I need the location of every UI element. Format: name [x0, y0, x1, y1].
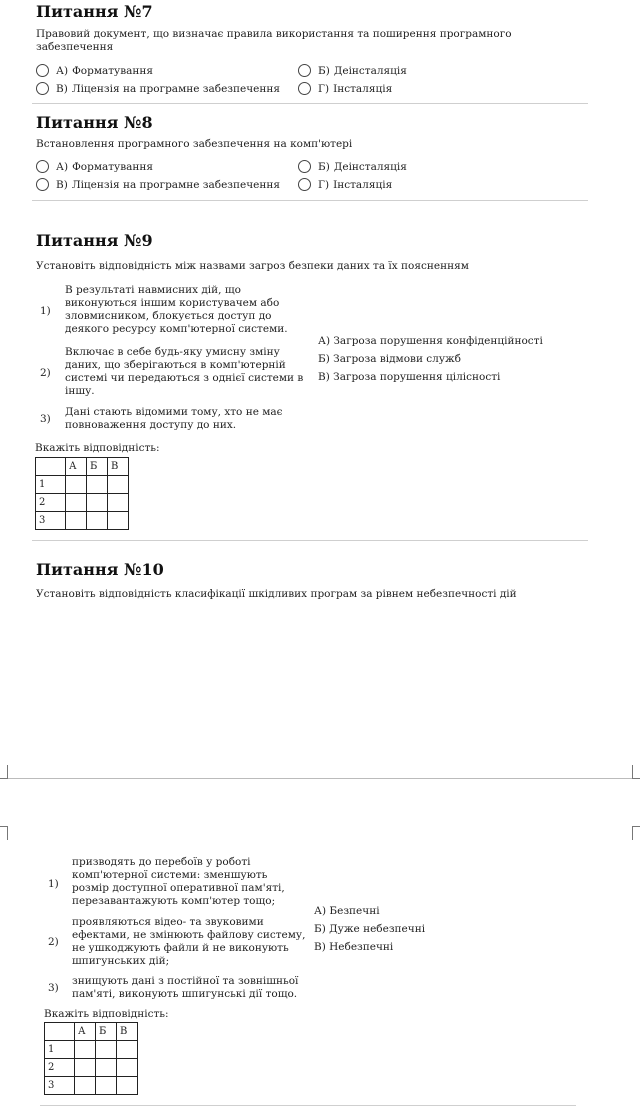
q7-option-a[interactable]: А) Форматування [36, 64, 153, 77]
grid-cell[interactable] [108, 494, 129, 512]
grid-cell[interactable] [108, 512, 129, 530]
q8-option-c[interactable]: В) Ліцензія на програмне забезпечення [36, 178, 280, 191]
radio-icon[interactable] [298, 64, 311, 77]
q10-left-item-2: проявляються відео- та звуковими ефектами, не змінюють файлову систему, не ушкоджують файли й не виконують шпигунських дій; [72, 916, 306, 967]
page-corner-mark [632, 826, 640, 840]
question-9-title: Питання №9 [36, 231, 153, 250]
radio-icon[interactable] [36, 64, 49, 77]
q9-answer-label: Вкажіть відповідність: [35, 442, 160, 454]
q10-left-item-1: призводять до перебоїв у роботі комп'ютерної системи: зменшують розмір доступної оперативної пам'яті, перезавантажують комп'ютер тощо; [72, 856, 285, 907]
q7-option-b[interactable]: Б) Деінсталяція [298, 64, 407, 77]
grid-row-header: 1 [36, 476, 66, 494]
q10-answer-label: Вкажіть відповідність: [44, 1008, 169, 1020]
q9-left-item-1: В результаті навмисних дій, що виконуються іншим користувачем або зловмисником, блокується доступ до деякого ресурсу комп'ютерної системи. [65, 284, 288, 335]
grid-cell[interactable] [117, 1059, 138, 1077]
q10-right-item-c: В) Небезпечні [314, 941, 394, 953]
radio-icon[interactable] [36, 82, 49, 95]
grid-cell[interactable] [96, 1041, 117, 1059]
q9-left-num-3: 3) [40, 413, 51, 425]
grid-col-header: А [66, 458, 87, 476]
q9-right-item-c: В) Загроза порушення цілісності [318, 371, 501, 383]
grid-cell[interactable] [75, 1059, 96, 1077]
grid-cell[interactable] [117, 1041, 138, 1059]
grid-row-header: 3 [36, 512, 66, 530]
grid-col-header: А [75, 1023, 96, 1041]
q9-answer-grid [35, 457, 129, 530]
q7-option-d[interactable]: Г) Інсталяція [298, 82, 392, 95]
q10-right-item-b: Б) Дуже небезпечні [314, 923, 426, 935]
q8-option-d[interactable]: Г) Інсталяція [298, 178, 392, 191]
divider [40, 1105, 576, 1106]
grid-corner [45, 1023, 75, 1041]
radio-icon[interactable] [36, 178, 49, 191]
q9-left-num-2: 2) [40, 367, 51, 379]
grid-cell[interactable] [87, 494, 108, 512]
q10-answer-grid [44, 1022, 138, 1095]
divider [32, 103, 588, 104]
grid-row-header: 3 [45, 1077, 75, 1095]
q9-right-item-b: Б) Загроза відмови служб [318, 353, 462, 365]
q10-right-item-a: А) Безпечні [314, 905, 380, 917]
question-7-text: Правовий документ, що визначає правила використання та поширення програмного забезпечення [36, 28, 512, 53]
q10-left-num-2: 2) [48, 936, 59, 948]
question-9-text: Установіть відповідність між назвами загроз безпеки даних та їх поясненням [36, 260, 469, 272]
grid-cell[interactable] [66, 494, 87, 512]
page-corner-mark [0, 765, 8, 779]
q10-left-item-3: знищують дані з постійної та зовнішньої пам'яті, виконують шпигунські дії тощо. [72, 975, 299, 1000]
grid-cell[interactable] [75, 1077, 96, 1095]
grid-col-header: В [108, 458, 129, 476]
grid-cell[interactable] [87, 512, 108, 530]
grid-col-header: Б [87, 458, 108, 476]
radio-icon[interactable] [298, 178, 311, 191]
grid-col-header: В [117, 1023, 138, 1041]
q10-right-list [314, 902, 425, 956]
grid-row-header: 1 [45, 1041, 75, 1059]
radio-icon[interactable] [298, 82, 311, 95]
divider [32, 200, 588, 201]
q9-left-item-3: Дані стають відомими тому, хто не має повноваження доступу до них. [65, 406, 283, 431]
grid-cell[interactable] [96, 1059, 117, 1077]
divider [32, 540, 588, 541]
q8-option-a[interactable]: А) Форматування [36, 160, 153, 173]
page-corner-mark [632, 765, 640, 779]
question-10-title: Питання №10 [36, 560, 164, 579]
q10-left-num-3: 3) [48, 982, 59, 994]
grid-cell[interactable] [66, 476, 87, 494]
grid-cell[interactable] [108, 476, 129, 494]
question-10-text: Установіть відповідність класифікації шкідливих програм за рівнем небезпечності дій [36, 588, 517, 600]
grid-cell[interactable] [96, 1077, 117, 1095]
grid-row-header: 2 [45, 1059, 75, 1077]
q9-left-item-2: Включає в себе будь-яку умисну зміну даних, що зберігаються в комп'ютерній системі чи передаються з однієї системи в іншу. [65, 346, 304, 397]
grid-cell[interactable] [87, 476, 108, 494]
q8-option-b[interactable]: Б) Деінсталяція [298, 160, 407, 173]
grid-corner [36, 458, 66, 476]
q10-left-num-1: 1) [48, 878, 59, 890]
q9-right-list [318, 332, 543, 386]
radio-icon[interactable] [36, 160, 49, 173]
document-page-2 [0, 790, 640, 1114]
question-8-text: Встановлення програмного забезпечення на комп'ютері [36, 138, 353, 150]
radio-icon[interactable] [298, 160, 311, 173]
page-corner-mark [0, 826, 8, 840]
grid-cell[interactable] [66, 512, 87, 530]
grid-row-header: 2 [36, 494, 66, 512]
q7-option-c[interactable]: В) Ліцензія на програмне забезпечення [36, 82, 280, 95]
q9-right-item-a: А) Загроза порушення конфіденційності [318, 335, 543, 347]
q9-left-num-1: 1) [40, 305, 51, 317]
grid-cell[interactable] [117, 1077, 138, 1095]
grid-col-header: Б [96, 1023, 117, 1041]
question-7-title: Питання №7 [36, 2, 153, 21]
question-8-title: Питання №8 [36, 113, 153, 132]
grid-cell[interactable] [75, 1041, 96, 1059]
